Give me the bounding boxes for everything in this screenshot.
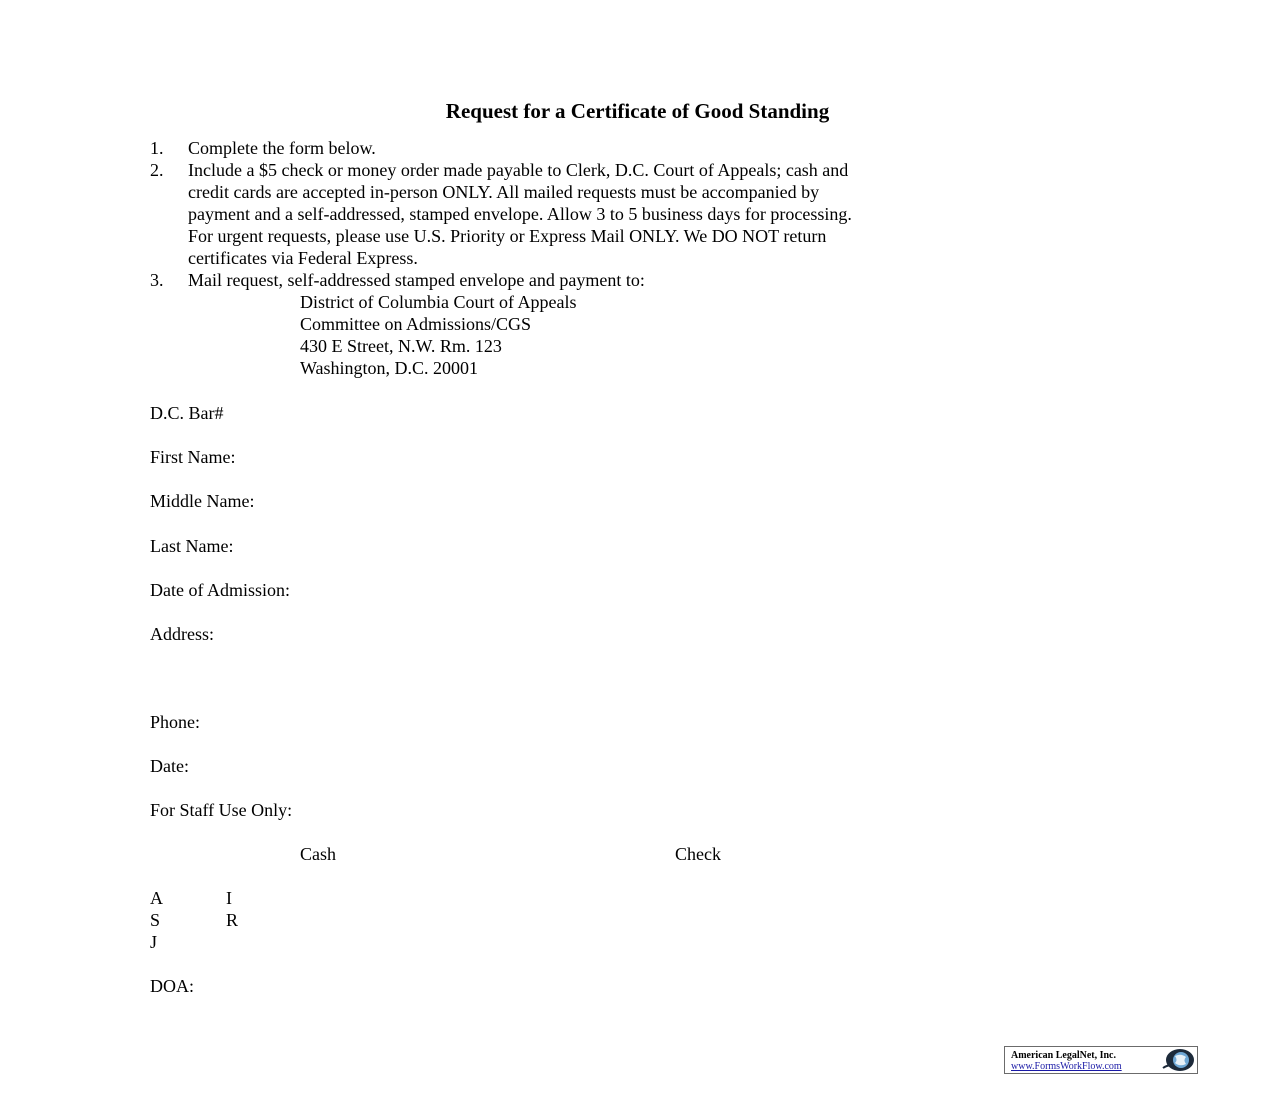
staff-use-heading: For Staff Use Only: bbox=[150, 800, 293, 820]
address-line: Committee on Admissions/CGS bbox=[300, 314, 532, 334]
bar-number-field[interactable]: D.C. Bar# bbox=[150, 403, 224, 423]
staff-code-j: J bbox=[150, 932, 158, 952]
instruction-text-line: payment and a self-addressed, stamped envelope. Allow 3 to 5 business days for processing. bbox=[188, 204, 852, 224]
instruction-number: 3. bbox=[150, 270, 164, 290]
address-field[interactable]: Address: bbox=[150, 624, 214, 644]
instruction-text-line: Include a $5 check or money order made payable to Clerk, D.C. Court of Appeals; cash and bbox=[188, 160, 849, 180]
last-name-field[interactable]: Last Name: bbox=[150, 536, 234, 556]
doa-field[interactable]: DOA: bbox=[150, 976, 194, 996]
middle-name-field[interactable]: Middle Name: bbox=[150, 491, 255, 511]
instruction-item-2 bbox=[150, 159, 1130, 269]
instruction-item-1 bbox=[150, 137, 1130, 159]
logo-company-name: American LegalNet, Inc. bbox=[1011, 1050, 1116, 1061]
address-line: District of Columbia Court of Appeals bbox=[300, 292, 577, 312]
globe-logo-icon bbox=[1161, 1048, 1195, 1072]
address-line: 430 E Street, N.W. Rm. 123 bbox=[300, 336, 502, 356]
mailing-address bbox=[188, 291, 1130, 379]
instruction-text-line: certificates via Federal Express. bbox=[188, 248, 418, 268]
staff-code-i: I bbox=[226, 888, 232, 908]
instruction-text-line: credit cards are accepted in-person ONLY. All mailed requests must be accompanied by bbox=[188, 182, 820, 202]
instruction-number: 2. bbox=[150, 160, 164, 180]
staff-code-r: R bbox=[226, 910, 239, 930]
instructions-list bbox=[150, 137, 1130, 379]
staff-code-s: S bbox=[150, 910, 161, 930]
instruction-item-3 bbox=[150, 269, 1130, 379]
check-option[interactable]: Check bbox=[675, 844, 721, 864]
instruction-text: Mail request, self-addressed stamped envelope and payment to: bbox=[188, 270, 645, 290]
address-line: Washington, D.C. 20001 bbox=[300, 358, 479, 378]
logo-url-link[interactable]: www.FormsWorkFlow.com bbox=[1011, 1061, 1122, 1072]
instruction-text-line: For urgent requests, please use U.S. Priority or Express Mail ONLY. We DO NOT return bbox=[188, 226, 827, 246]
cash-option[interactable]: Cash bbox=[300, 844, 336, 864]
staff-code-a: A bbox=[150, 888, 163, 908]
phone-field[interactable]: Phone: bbox=[150, 712, 201, 732]
form-title: Request for a Certificate of Good Standing bbox=[445, 99, 830, 123]
instruction-number: 1. bbox=[150, 138, 164, 158]
date-of-admission-field[interactable]: Date of Admission: bbox=[150, 580, 290, 600]
date-field[interactable]: Date: bbox=[150, 756, 189, 776]
instruction-text: Complete the form below. bbox=[188, 138, 376, 158]
american-legalnet-logo[interactable] bbox=[1004, 1046, 1198, 1074]
first-name-field[interactable]: First Name: bbox=[150, 447, 236, 467]
